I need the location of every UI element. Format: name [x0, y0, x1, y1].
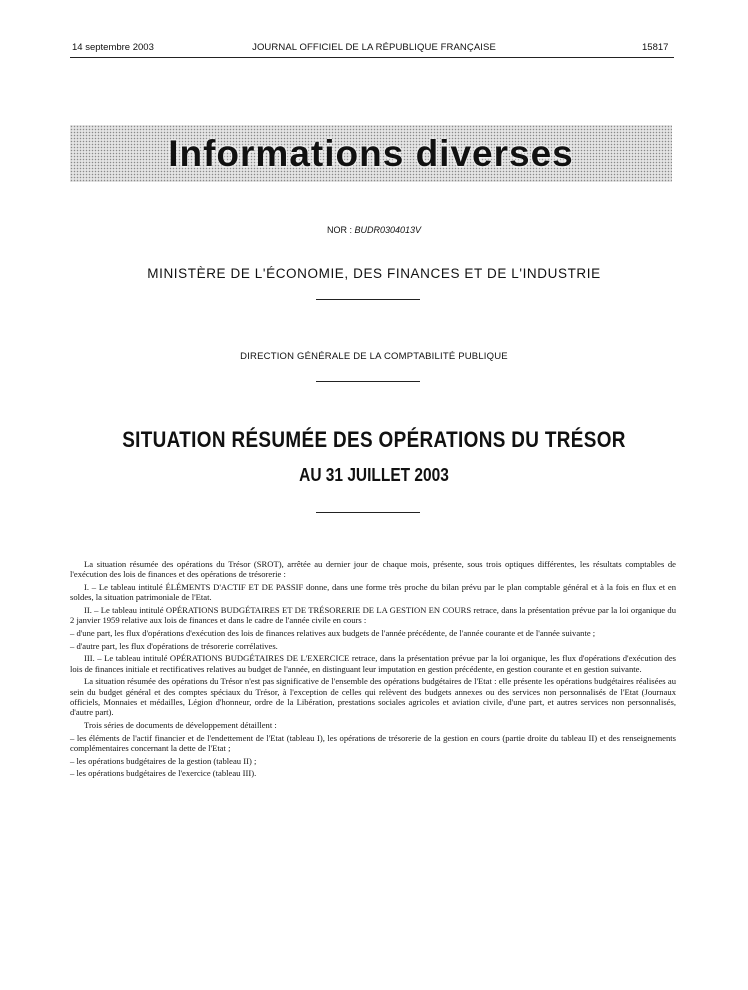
journal-title: JOURNAL OFFICIEL DE LA RÉPUBLIQUE FRANÇAISE — [252, 42, 496, 53]
list-item: – les opérations budgétaires de l'exercice (tableau III). — [70, 768, 257, 779]
paragraph: I. – Le tableau intitulé ÉLÉMENTS D'ACTIF ET DE PASSIF donne, dans une forme très proche du bilan prévu par le plan comptable général et à la fois en flux et en soldes, la situation patrimoniale de l'Etat. — [70, 582, 676, 603]
paragraph: II. – Le tableau intitulé OPÉRATIONS BUDGÉTAIRES ET DE TRÉSORERIE DE LA GESTION EN COURS retrace, dans la présentation prévue par la loi organique du 2 janvier 1959 relative aux lois de finances et dans le cadre de l'année civile en cours : — [70, 605, 676, 626]
direction-heading: DIRECTION GÉNÉRALE DE LA COMPTABILITÉ PUBLIQUE — [240, 351, 508, 362]
paragraph: III. – Le tableau intitulé OPÉRATIONS BUDGÉTAIRES DE L'EXERCICE retrace, dans la présentation prévue par la loi organique, les flux d'opérations d'exécution des lois de finances initiale et rectificatives relatives au budget de l'année, en distinguant leur imputation en gestion précédente, en gestion courante et en gestion suivante. — [70, 653, 676, 674]
list-item: – les opérations budgétaires de la gestion (tableau II) ; — [70, 755, 257, 766]
ministry-heading: MINISTÈRE DE L'ÉCONOMIE, DES FINANCES ET DE L'INDUSTRIE — [147, 266, 601, 281]
header-rule — [70, 57, 674, 58]
paragraph: La situation résumée des opérations du Trésor (SROT), arrêtée au dernier jour de chaque mois, présente, sous trois optiques différentes, les résultats comptables de l'exécution des lois de finances et des opérations de trésorerie : — [70, 559, 676, 580]
page-header — [0, 42, 748, 58]
document-title: SITUATION RÉSUMÉE DES OPÉRATIONS DU TRÉSOR — [122, 427, 626, 452]
divider — [316, 381, 420, 382]
document-subtitle: AU 31 JUILLET 2003 — [299, 465, 449, 485]
list-item: – les éléments de l'actif financier et de l'endettement de l'Etat (tableau I), les opérations de trésorerie de la gestion en cours (partie droite du tableau II) et des renseignements complémentaires concernant la dette de l'Etat ; — [70, 732, 676, 753]
divider — [316, 299, 420, 300]
page-number: 15817 — [642, 42, 669, 53]
section-banner — [70, 125, 672, 182]
nor-label: NOR : — [326, 225, 352, 235]
header-date: 14 septembre 2003 — [72, 42, 154, 53]
divider — [316, 512, 420, 513]
paragraph: Trois séries de documents de développement détaillent : — [84, 720, 277, 730]
banner-title: Informations diverses — [168, 133, 574, 174]
list-item: – d'une part, les flux d'opérations d'exécution des lois de finances relatives aux budgets de l'année précédente, de l'année courante et de l'année suivante ; — [70, 628, 596, 638]
nor-code: BUDR0304013V — [354, 225, 422, 235]
list-item: – d'autre part, les flux d'opérations de trésorerie corrélatives. — [70, 640, 278, 651]
nor-reference — [0, 225, 748, 235]
paragraph: La situation résumée des opérations du Trésor n'est pas significative de l'ensemble des opérations budgétaires de l'Etat : elle présente les opérations budgétaires réalisées au sein du budget général et des comptes spéciaux du Trésor, à l'exception de celles qui relèvent des budgets annexes ou des services non personnalisés de l'Etat (Journaux officiels, Monnaies et médailles, Légion d'honneur, ordre de la Libération, prestations sociales agricoles et aviation civile, d'une part, et autres services non personnalisés, d'autre part). — [70, 676, 676, 718]
body-text — [70, 559, 676, 781]
